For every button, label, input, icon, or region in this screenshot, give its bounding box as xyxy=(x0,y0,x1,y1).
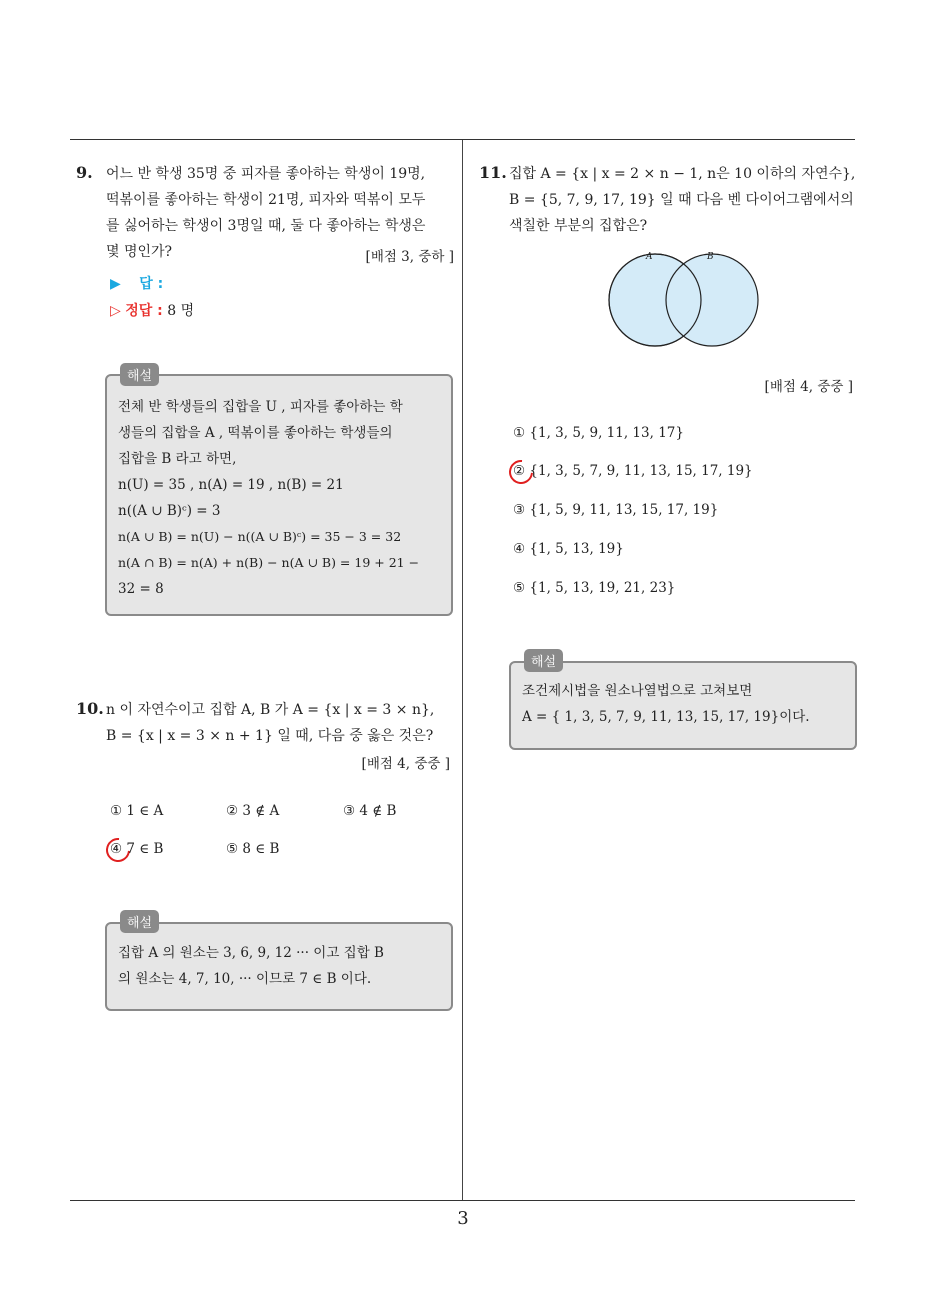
q9-correct-label: 정답 : xyxy=(125,303,163,319)
q9-correct-row xyxy=(110,300,194,320)
q9-answer-label: 답 : xyxy=(139,276,164,292)
play-icon: ▶ xyxy=(110,276,121,292)
q11-explain-tag: 해설 xyxy=(524,649,563,672)
q11-explain-line-1: 조건제시법을 원소나열법으로 고쳐보면 xyxy=(522,683,753,699)
q11-score: [배점 4, 중중 ] xyxy=(764,379,853,395)
q9-explain-line-1: 전체 반 학생들의 집합을 U , 피자를 좋아하는 학 xyxy=(118,399,403,415)
q10-explain-tag: 해설 xyxy=(120,910,159,933)
q10-option-5[interactable]: ⑤ 8 ∈ B xyxy=(226,841,280,857)
q11-explain-line-2: A = { 1, 3, 5, 7, 9, 11, 13, 15, 17, 19}이다. xyxy=(522,709,810,725)
q9-explain-line-6: n(A ∪ B) = n(U) − n((A ∪ B)ᶜ) = 35 − 3 = 32 xyxy=(118,529,402,544)
q9-number: 9. xyxy=(76,163,93,182)
q9-line-2: 떡볶이를 좋아하는 학생이 21명, 피자와 떡볶이 모두 xyxy=(106,192,426,208)
bottom-rule xyxy=(70,1200,855,1201)
venn-label-b: B xyxy=(707,252,714,262)
q9-line-3: 를 싫어하는 학생이 3명일 때, 둘 다 좋아하는 학생은 xyxy=(106,218,426,234)
q10-line-2: B = {x | x = 3 × n + 1} 일 때, 다음 중 옳은 것은? xyxy=(106,728,434,744)
q10-option-1[interactable]: ① 1 ∈ A xyxy=(110,803,164,819)
q9-explain-line-4: n(U) = 35 , n(A) = 19 , n(B) = 21 xyxy=(118,477,344,493)
venn-label-a: A xyxy=(646,252,653,262)
q9-correct-value: 8 명 xyxy=(167,303,195,319)
q10-explain-line-2: 의 원소는 4, 7, 10, ··· 이므로 7 ∈ B 이다. xyxy=(118,971,372,987)
q11-option-4[interactable]: ④ {1, 5, 13, 19} xyxy=(513,541,624,557)
q9-explain-line-3: 집합을 B 라고 하면, xyxy=(118,451,237,467)
q10-line-1: n 이 자연수이고 집합 A, B 가 A = {x | x = 3 × n}, xyxy=(106,702,435,718)
q11-line-1: 집합 A = {x | x = 2 × n − 1, n은 10 이하의 자연수}, xyxy=(509,166,856,182)
q11-explain-text xyxy=(522,678,852,730)
q11-line-3: 색칠한 부분의 집합은? xyxy=(509,218,648,234)
q11-text xyxy=(509,161,859,239)
q9-explain-line-7: n(A ∩ B) = n(A) + n(B) − n(A ∪ B) = 19 + 21 − xyxy=(118,555,420,570)
triangle-outline-icon: ▷ xyxy=(110,303,121,319)
q10-option-4[interactable]: ④ 7 ∈ B xyxy=(110,841,164,857)
q10-explain-line-1: 집합 A 의 원소는 3, 6, 9, 12 ··· 이고 집합 B xyxy=(118,945,384,961)
q9-score: [배점 3, 중하 ] xyxy=(365,249,454,265)
q9-explain-line-2: 생들의 집합을 A , 떡볶이를 좋아하는 학생들의 xyxy=(118,425,393,441)
venn-circle-b xyxy=(666,254,758,346)
q9-explain-text xyxy=(118,394,448,602)
column-divider xyxy=(462,140,463,1201)
q11-number: 11. xyxy=(479,163,507,182)
q11-option-1[interactable]: ① {1, 3, 5, 9, 11, 13, 17} xyxy=(513,425,684,441)
q9-answer-row xyxy=(110,273,163,293)
q9-line-4: 몇 명인가? xyxy=(106,244,173,260)
q9-line-1: 어느 반 학생 35명 중 피자를 좋아하는 학생이 19명, xyxy=(106,166,426,182)
q10-text xyxy=(106,697,456,749)
q9-explain-tag: 해설 xyxy=(120,363,159,386)
q9-explain-line-5: n((A ∪ B)ᶜ) = 3 xyxy=(118,503,221,519)
venn-diagram xyxy=(600,250,770,350)
q11-line-2: B = {5, 7, 9, 17, 19} 일 때 다음 벤 다이어그램에서의 xyxy=(509,192,854,208)
page-number: 3 xyxy=(457,1208,469,1229)
q10-option-2[interactable]: ② 3 ∉ A xyxy=(226,803,280,819)
q10-option-3[interactable]: ③ 4 ∉ B xyxy=(343,803,397,819)
q10-number: 10. xyxy=(76,699,104,718)
q11-option-2[interactable]: ② {1, 3, 5, 7, 9, 11, 13, 15, 17, 19} xyxy=(513,463,753,479)
q10-score: [배점 4, 중중 ] xyxy=(361,756,450,772)
q11-option-3[interactable]: ③ {1, 5, 9, 11, 13, 15, 17, 19} xyxy=(513,502,719,518)
q11-option-5[interactable]: ⑤ {1, 5, 13, 19, 21, 23} xyxy=(513,580,676,596)
q9-explain-line-8: 32 = 8 xyxy=(118,581,164,597)
q10-explain-text xyxy=(118,940,448,992)
